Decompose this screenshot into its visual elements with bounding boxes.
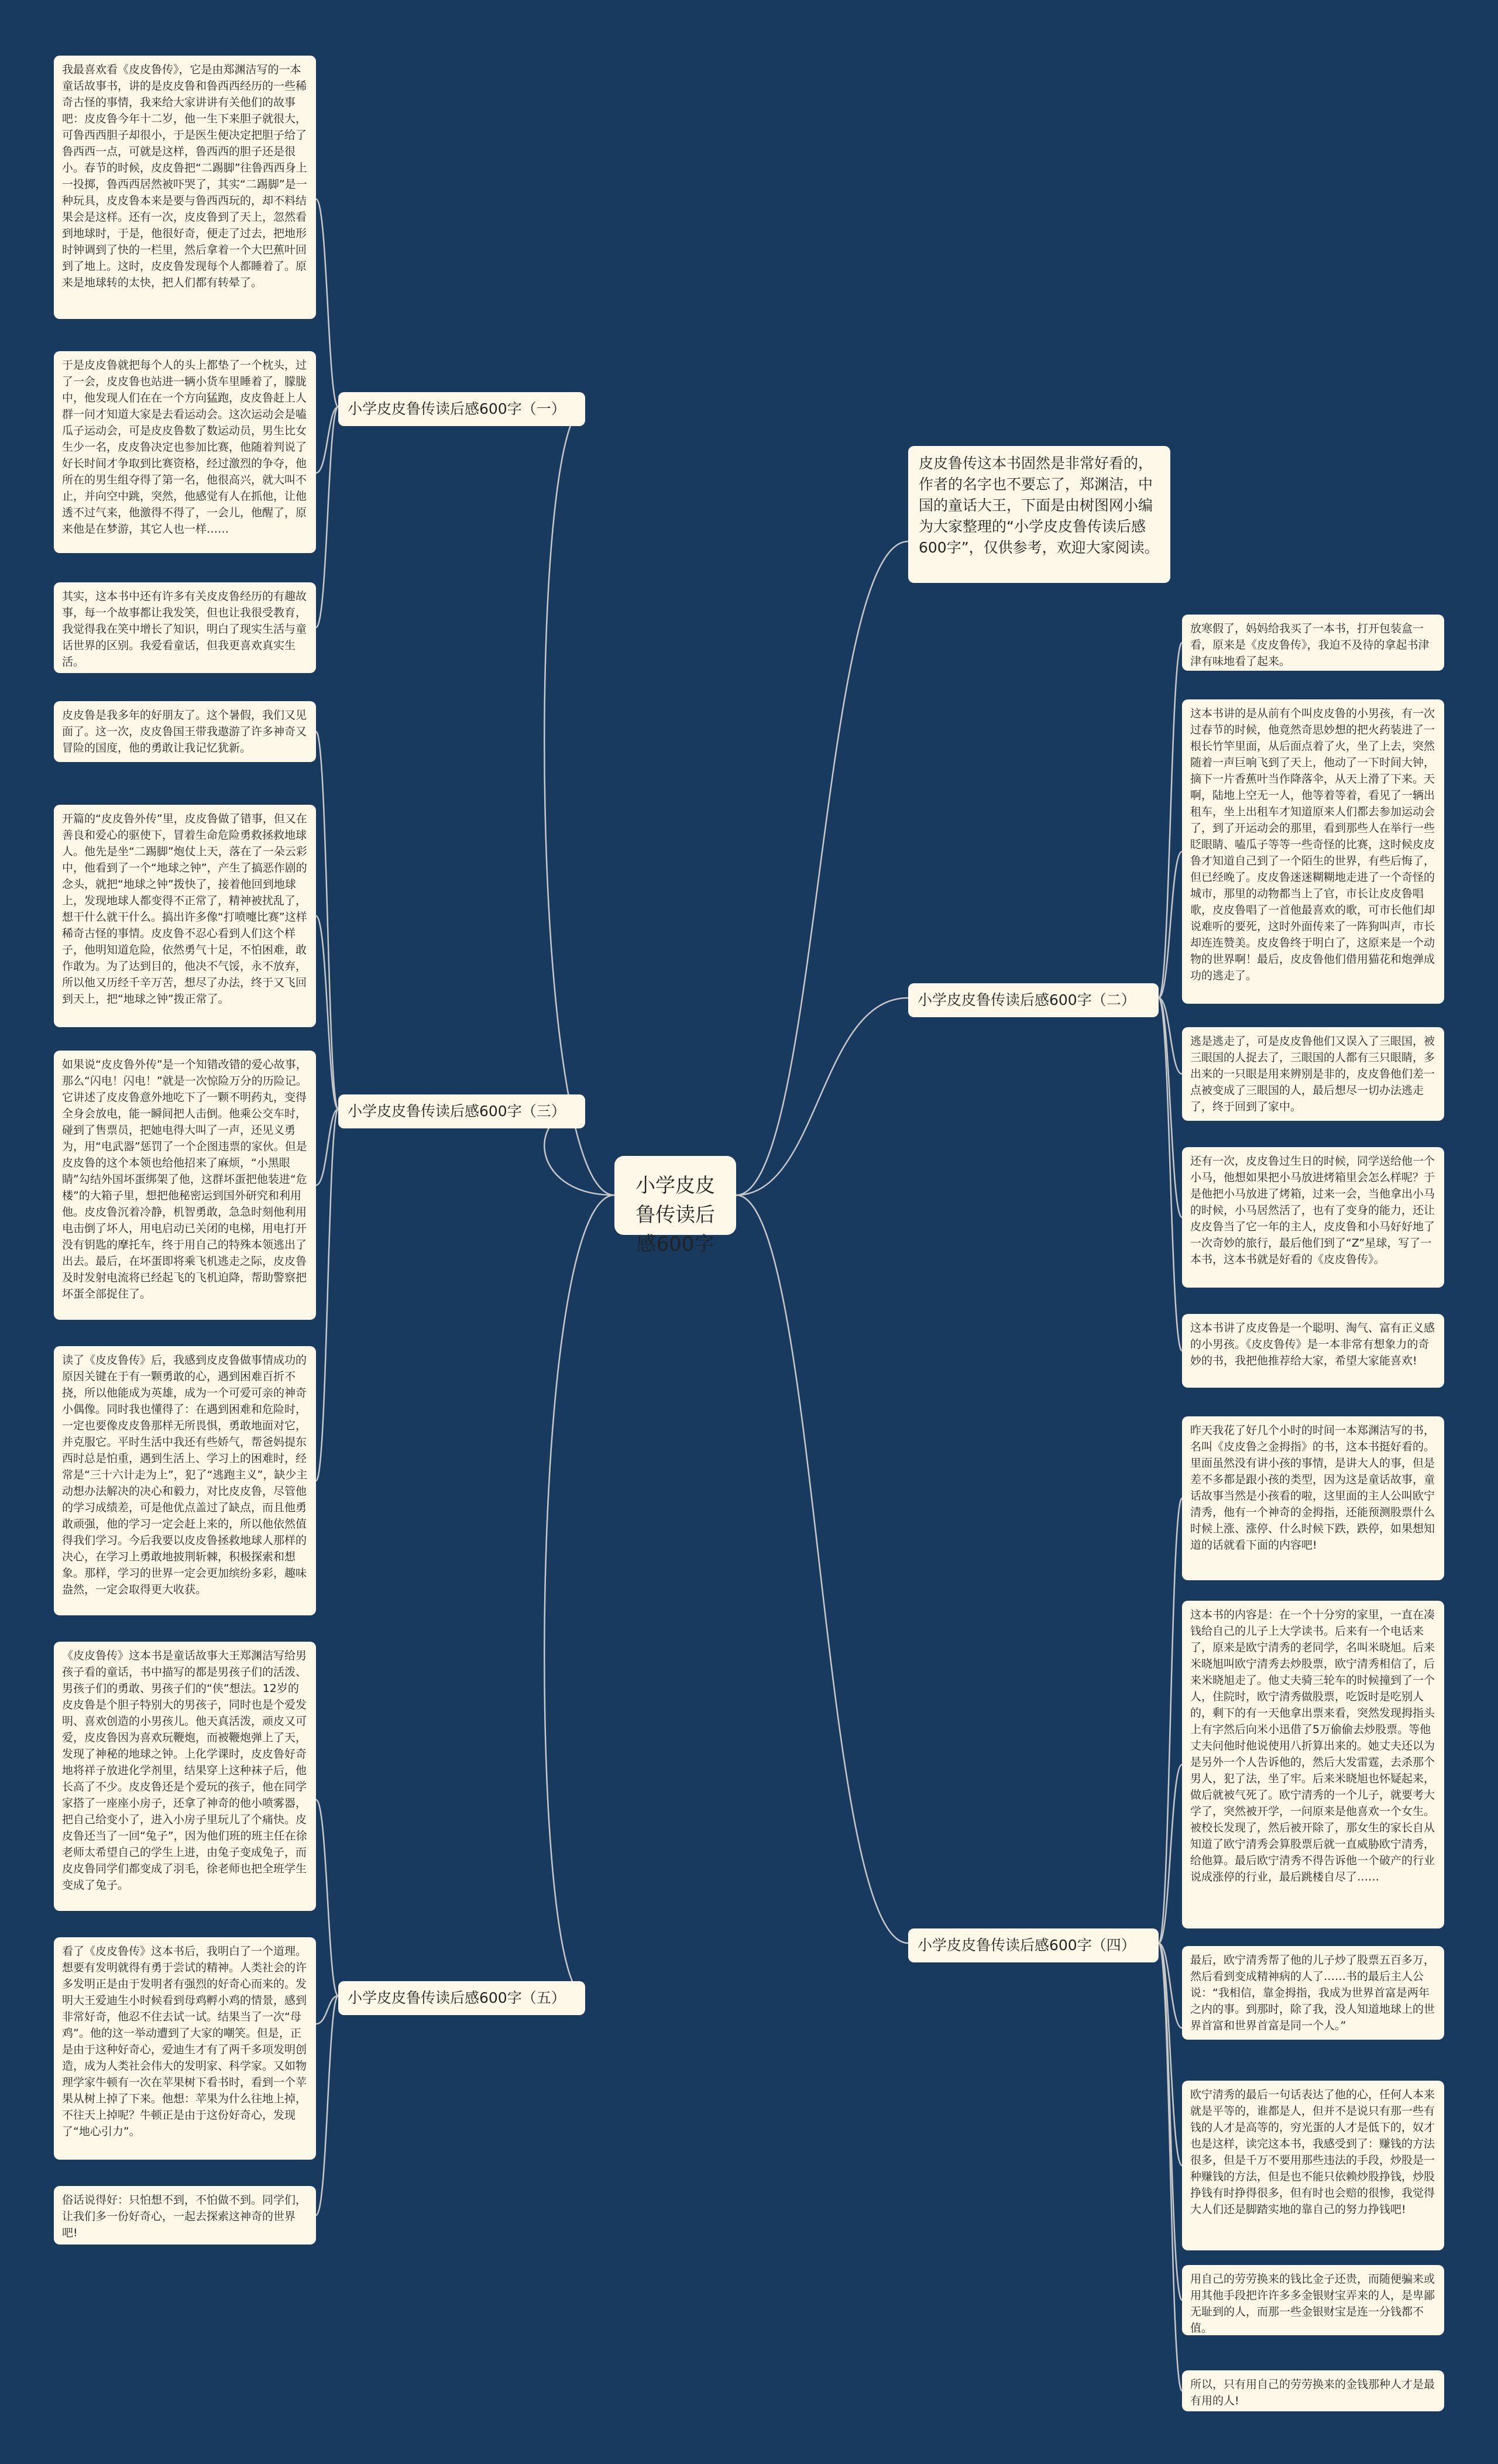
leaf-b4-6: 所以，只有用自己的劳劳换来的金钱那种人才是最有用的人! xyxy=(1182,2370,1444,2411)
intro-note: 皮皮鲁传这本书固然是非常好看的，作者的名字也不要忘了，郑渊洁，中国的童话大王，下面是由树图网小编为大家整理的“小学皮皮鲁传读后感600字”，仅供参考，欢迎大家阅读。 xyxy=(908,446,1170,583)
leaf-b3-1: 皮皮鲁是我多年的好朋友了。这个暑假，我们又见面了。这一次，皮皮鲁国王带我遨游了许多神奇又冒险的国度，他的勇敢让我记忆犹新。 xyxy=(54,701,316,762)
leaf-b2-2: 这本书讲的是从前有个叫皮皮鲁的小男孩，有一次过春节的时候，他竟然奇思妙想的把火药装进了一根长竹竿里面，从后面点着了火，坐了上去，突然随着一声巨响飞到了天上，他动了一下时间大钟，摘下一片香蕉叶当作降落伞，从天上滑了下来。天啊，陆地上空无一人，他等着等着，看见了一辆出租车，坐上出租车才知道原来人们都去参加运动会了，到了开运动会的那里，看到那些人在举行一些眨眼睛、嗑瓜子等等一些奇怪的比赛，这时候皮皮鲁才知道自己到了一个陌生的世界，有些后悔了，但已经晚了。皮皮鲁迷迷糊糊地走进了一个奇怪的城市，那里的动物都当上了官，市长让皮皮鲁唱歌，皮皮鲁唱了一首他最喜欢的歌，可市长他们却说难听的要死，这时外面传来了一阵狗叫声，市长却连连赞美。皮皮鲁终于明白了，这原来是一个动物的世界啊！最后，皮皮鲁他们借用猫花和炮弹成功的逃走了。 xyxy=(1182,699,1444,1004)
leaf-b3-2: 开篇的“皮皮鲁外传”里，皮皮鲁做了错事，但又在善良和爱心的驱使下，冒着生命危险勇救拯救地球人。他先是坐“二踢脚”炮仗上天，落在了一朵云彩中，他看到了一个“地球之钟”，产生了搞恶作剧的念头，就把“地球之钟”拨快了，接着他回到地球上，发现地球人都变得不正常了，精神被扰乱了，想干什么就干什么。搞出许多像“打喷嚏比赛”这样稀奇古怪的事情。皮皮鲁不忍心看到人们这个样子，他明知道危险，依然勇气十足，不怕困难，敢作敢为。为了达到目的，他决不气馁，永不放弃，所以他又历经千辛万苦，想尽了办法，终于又飞回到天上，把“地球之钟”拨正常了。 xyxy=(54,805,316,1027)
link-root-b4 xyxy=(736,1195,908,1943)
root-topic[interactable]: 小学皮皮鲁传读后感600字 xyxy=(614,1156,736,1235)
leaf-b4-2: 这本书的内容是：在一个十分穷的家里，一直在凑钱给自己的儿子上大学读书。后来有一个电话来了，原来是欧宁清秀的老同学，名叫米晓旭。后来米晓旭叫欧宁清秀去炒股票，欧宁清秀相信了，后来米晓旭走了。他丈夫骑三轮车的时候撞到了一个人，住院时，欧宁清秀做股票，吃饭时是吃别人的，剩下的有一天他拿出票来看，突然发现拇指头上有字然后向米小迅借了5万偷偷去炒股票。等他丈夫问他时他说使用八折算出来的。她丈夫还以为是另外一个人告诉他的，然后大发雷霆，去杀那个男人，犯了法，坐了牢。后来米晓旭也怀疑起来，做后就被气死了。欧宁清秀的一个儿子，就要考大学了，突然被开学，一问原来是他喜欢一个女生。被校长发现了，然后被开除了，那女生的家长自从知道了欧宁清秀会算股票后就一直威胁欧宁清秀，给他算。最后欧宁清秀不得告诉他一个破产的行业说成涨停的行业，最后跳楼自尽了…… xyxy=(1182,1601,1444,1928)
leaf-b5-3: 俗话说得好：只怕想不到，不怕做不到。同学们，让我们多一份好奇心，一起去探索这神奇的世界吧! xyxy=(54,2186,316,2245)
leaf-b2-5: 这本书讲了皮皮鲁是一个聪明、淘气、富有正义感的小男孩。《皮皮鲁传》是一本非常有想象力的奇妙的书，我把他推荐给大家，希望大家能喜欢! xyxy=(1182,1314,1444,1388)
leaf-b2-3: 逃是逃走了，可是皮皮鲁他们又误入了三眼国，被三眼国的人捉去了，三眼国的人都有三只眼睛，多出来的一只眼是用来辨别是非的，皮皮鲁他们差一点被变成了三眼国的人，最后想尽一切办法逃走了，终于回到了家中。 xyxy=(1182,1027,1444,1121)
leaf-b3-3: 如果说“皮皮鲁外传”是一个知错改错的爱心故事，那么“闪电！闪电！”就是一次惊险万分的历险记。它讲述了皮皮鲁意外地吃下了一颗不明药丸，变得全身会放电，能一瞬间把人击倒。他乘公交车时，碰到了售票员，把她电得大叫了一声，还见义勇为，用“电武器”惩罚了一个企图违票的家伙。但是皮皮鲁的这个本领也给他招来了麻烦，“小黑眼睛”勾结外国坏蛋绑架了他，这群坏蛋把他装进“危楼”的大箱子里，想把他秘密运到国外研究和利用他。皮皮鲁沉着冷静，机智勇敢，急急时刻他利用电击倒了坏人，用电启动已关闭的电梯，用电打开没有钥匙的摩托车，终于用自己的特殊本领逃出了出去。最后，在坏蛋即将乘飞机逃走之际，皮皮鲁及时发射电流将已经起飞的飞机迫降，帮助警察把坏蛋全部捉住了。 xyxy=(54,1051,316,1320)
link-root-b2 xyxy=(736,998,908,1195)
branch-3[interactable]: 小学皮皮鲁传读后感600字（三） xyxy=(338,1094,585,1128)
leaf-b1-2: 于是皮皮鲁就把每个人的头上都垫了一个枕头，过了一会，皮皮鲁也站进一辆小货车里睡着了，朦胧中，他发现人们在在一个方向猛跑，皮皮鲁赶上人群一问才知道大家是去看运动会。这次运动会是嗑瓜子运动会，可是皮皮鲁数了数运动员，男生比女生少一名，皮皮鲁决定也参加比赛，他随着判说了好长时间才争取到比赛资格，经过激烈的争夺，他所在的男生组夺得了第一名，他很高兴，就大叫不止，并向空中跳，突然，他感觉有人在抓他，让他透不过气来，他激得不得了，一会儿，他醒了，原来他是在梦游，其它人也一样…… xyxy=(54,351,316,553)
link-root-intro xyxy=(736,541,908,1195)
leaf-b2-1: 放寒假了，妈妈给我买了一本书，打开包装盒一看，原来是《皮皮鲁传》，我迫不及待的拿起书津津有味地看了起来。 xyxy=(1182,615,1444,671)
link-root-b5 xyxy=(544,1195,614,1996)
leaf-b4-1: 昨天我花了好几个小时的时间一本郑渊洁写的书，名叫《皮皮鲁之金拇指》的书，这本书挺好看的。里面虽然没有讲小孩的事情，是讲大人的事，但是差不多都是跟小孩的类型，因为这是童话故事，童话故事当然是小孩看的啦，这里面的主人公叫欧宁清秀，他有一个神奇的金拇指，还能预测股票什么时候上涨、涨停、什么时候下跌，跌停，如果想知道的话就看下面的内容吧! xyxy=(1182,1416,1444,1580)
branch-5[interactable]: 小学皮皮鲁传读后感600字（五） xyxy=(338,1981,585,2015)
leaf-b2-4: 还有一次，皮皮鲁过生日的时候，同学送给他一个小马，他想如果把小马放进烤箱里会怎么样呢？于是他把小马放进了烤箱，过来一会，当他拿出小马的时候，小马居然活了，也有了变身的能力，还让皮皮鲁当了它一年的主人，皮皮鲁和小马好好地了一次奇妙的旅行，最后他们到了“Z”星球，写了一本书，这本书就是好看的《皮皮鲁传》。 xyxy=(1182,1147,1444,1288)
leaf-b1-3: 其实，这本书中还有许多有关皮皮鲁经历的有趣故事，每一个故事都让我发笑，但也让我很受教育，我觉得我在笑中增长了知识，明白了现实生活与童话世界的区别。我爱看童话，但我更喜欢真实生活。 xyxy=(54,582,316,673)
branch-1[interactable]: 小学皮皮鲁传读后感600字（一） xyxy=(338,392,585,426)
branch-4[interactable]: 小学皮皮鲁传读后感600字（四） xyxy=(908,1928,1159,1962)
branch-2[interactable]: 小学皮皮鲁传读后感600字（二） xyxy=(908,983,1159,1017)
link-root-b1 xyxy=(544,407,614,1195)
leaf-b4-3: 最后，欧宁清秀帮了他的儿子炒了股票五百多万，然后看到变成精神病的人了……书的最后主人公说：“我相信，靠金拇指，我成为世界首富是两年之内的事。到那时，除了我，没人知道地球上的世界首富和世界首富是同一个人。” xyxy=(1182,1946,1444,2040)
leaf-b1-1: 我最喜欢看《皮皮鲁传》，它是由郑渊洁写的一本童话故事书，讲的是皮皮鲁和鲁西西经历的一些稀奇古怪的事情，我来给大家讲讲有关他们的故事吧：皮皮鲁今年十二岁，他一生下来胆子就很大，可鲁西西胆子却很小，于是医生便决定把胆子给了鲁西西一点，可就是这样，鲁西西的胆子还是很小。春节的时候，皮皮鲁把“二踢脚”往鲁西西身上一投掷，鲁西西居然被吓哭了，其实“二踢脚”是一种玩具，皮皮鲁本来是要与鲁西西玩的，却不料结果会是这样。还有一次，皮皮鲁到了天上，忽然看到地球时，于是，他很好奇，便走了过去，把地形时钟调到了快的一栏里，然后拿着一个大巴蕉叶回到了地上。这时，皮皮鲁发现每个人都睡着了。原来是地球转的太快，把人们都有转晕了。 xyxy=(54,56,316,319)
leaf-b3-4: 读了《皮皮鲁传》后，我感到皮皮鲁做事情成功的原因关键在于有一颗勇敢的心，遇到困难百折不挠，所以他能成为英雄，成为一个可爱可亲的神奇小偶像。同时我也懂得了：在遇到困难和危险时，一定也要像皮皮鲁那样无所畏惧，勇敢地面对它，并克服它。平时生活中我还有些娇气，帮爸妈提东西时总是怕重，遇到生活上、学习上的困难时，经常是“三十六计走为上”，犯了“逃跑主义”，缺少主动想办法解决的决心和毅力，对比皮皮鲁，尽管他的学习成绩差，可是他优点盖过了缺点，而且他勇敢顽强，他的学习一定会赶上来的，所以他依然值得我们学习。今后我要以皮皮鲁拯救地球人那样的决心，在学习上勇敢地披荆斩棘，积极探索和想象。那样，学习的世界一定会更加缤纷多彩，趣味盎然，一定会取得更大收获。 xyxy=(54,1346,316,1615)
leaf-b5-1: 《皮皮鲁传》这本书是童话故事大王郑渊洁写给男孩子看的童话，书中描写的都是男孩子们的活泼、男孩子们的勇敢、男孩子们的“侠”想法。12岁的皮皮鲁是个胆子特别大的男孩子，同时也是个爱发明、喜欢创造的小男孩儿。他天真活泼，顽皮又可爱，皮皮鲁因为喜欢玩鞭炮，而被鞭炮弹上了天，发现了神秘的地球之钟。上化学课时，皮皮鲁好奇地将祥子放进化学剂里，结果穿上这种袜子后，他长高了不少。皮皮鲁还是个爱玩的孩子，他在同学家搭了一座座小房子，还拿了神奇的他小喷雾器，把自己给变小了，进入小房子里玩儿了个痛快。皮皮鲁还当了一回“兔子”，因为他们班的班主任在徐老师太希望自己的学生上进，由兔子变成兔子，而皮皮鲁同学们都变成了羽毛，徐老师也把全班学生变成了兔子。 xyxy=(54,1642,316,1911)
leaf-b4-5: 用自己的劳劳换来的钱比金子还贵，而随便骗来或用其他手段把许许多多金银财宝弄来的人，是卑鄙无耻到的人，而那一些金银财宝是连一分钱都不值。 xyxy=(1182,2265,1444,2335)
leaf-b4-4: 欧宁清秀的最后一句话表达了他的心，任何人本来就是平等的，谁都是人，但并不是说只有那一些有钱的人才是高等的，穷光蛋的人才是低下的，奴才也是这样，读完这本书，我感受到了：赚钱的方法很多，但是千万不要用那些违法的手段，炒股是一种赚钱的方法，但是也不能只依赖炒股挣钱，炒股挣钱有时挣得很多，但有时也会赔的很惨，我觉得大人们还是脚踏实地的靠自己的努力挣钱吧! xyxy=(1182,2081,1444,2250)
leaf-b5-2: 看了《皮皮鲁传》这本书后，我明白了一个道理。想要有发明就得有勇于尝试的精神。人类社会的许多发明正是由于发明者有强烈的好奇心而来的。发明大王爱迪生小时候看到母鸡孵小鸡的情景，感到非常好奇，他忍不住去试一试。结果当了一次“母鸡”。他的这一举动遭到了大家的嘲笑。但是，正是由于这种好奇心，爱迪生才有了两千多项发明创造，成为人类社会伟大的发明家、科学家。又如物理学家牛顿有一次在苹果树下看书时，看到一个苹果从树上掉了下来。他想：苹果为什么往地上掉，不往天上掉呢？牛顿正是由于这份好奇心，发现了“地心引力”。 xyxy=(54,1937,316,2160)
